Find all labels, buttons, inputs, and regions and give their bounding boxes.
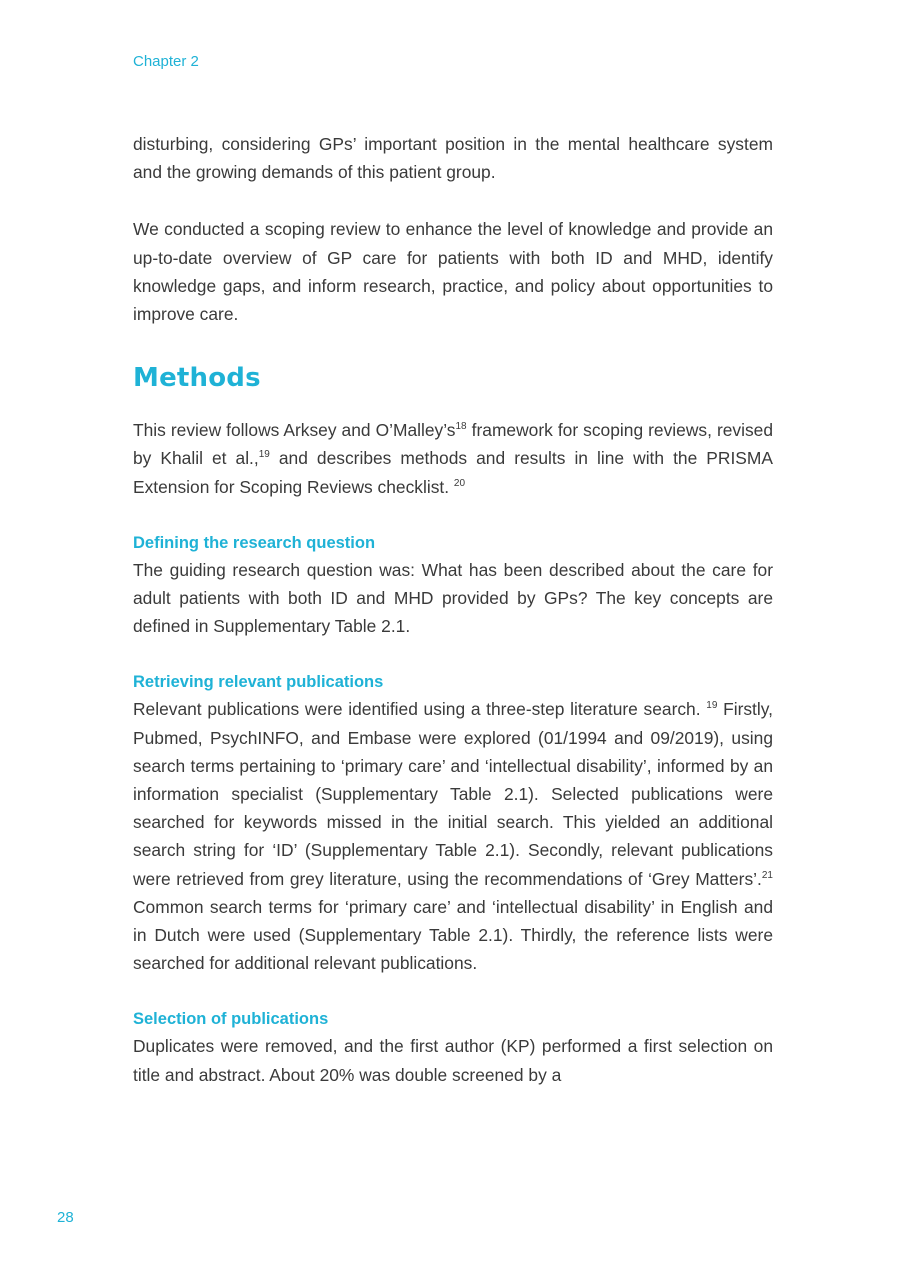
subheading-research-question: Defining the research question — [133, 533, 376, 552]
retrieving-text-b: Firstly, Pubmed, PsychINFO, and Embase were explored (01/1994 and 09/2019), using search terms pertaining to ‘primary care’ and ‘intellectual disability’, informed by an information specialist (Supplementary Table 2.1). Selected publications were searched for keywords missed in the initial search. This yielded an additional search string for ‘ID’ (Supplementary Table 2.1). Secondly, relevant publications were retrieved from grey literature, using the recommendations of ‘Grey Matters’. — [133, 699, 773, 889]
retrieving-text-c: Common search terms for ‘primary care’ and ‘intellectual disability’ in English and in Dutch were used (Supplementary Table 2.1). Thirdly, the reference lists were searched for additional relevant publications. — [133, 896, 773, 974]
section-title-methods: Methods — [133, 363, 261, 394]
subheading-retrieving-publications: Retrieving relevant publications — [133, 673, 384, 692]
intro-paragraph-2: We conducted a scoping review to enhance the level of knowledge and provide an up-to-date overview of GP care for patients with both ID and MHD, identify knowledge gaps, and inform research, practice, and policy about opportunities to improve care. — [133, 219, 773, 325]
retrieving-text-a: Relevant publications were identified using a three-step literature search. — [133, 699, 701, 720]
page-number: 28 — [57, 1209, 74, 1226]
methods-p1-text-b: framework for scoping reviews, revised by Khalil et al., — [133, 420, 774, 469]
subheading-selection-publications: Selection of publications — [133, 1010, 329, 1029]
citation-21: 21 — [761, 869, 773, 881]
citation-19b: 19 — [706, 700, 718, 712]
retrieving-publications-paragraph — [133, 695, 773, 977]
running-head: Chapter 2 — [133, 53, 199, 70]
methods-p1-text-c: and describes methods and results in line with the PRISMA Extension for Scoping Reviews checklist. — [133, 448, 773, 497]
methods-p1-text-a: This review follows Arksey and O’Malley’s — [133, 420, 456, 441]
methods-paragraph-1 — [133, 416, 773, 501]
intro-paragraph-1: disturbing, considering GPs’ important position in the mental healthcare system and the growing demands of this patient group. — [133, 134, 773, 183]
selection-publications-paragraph: Duplicates were removed, and the first author (KP) performed a first selection on title and abstract. About 20% was double screened by a — [133, 1036, 773, 1085]
citation-19: 19 — [258, 449, 270, 461]
citation-20: 20 — [453, 477, 466, 489]
page-content — [133, 130, 773, 1089]
citation-18: 18 — [455, 421, 467, 433]
research-question-paragraph: The guiding research question was: What has been described about the care for adult patients with both ID and MHD provided by GPs? The key concepts are defined in Supplementary Table 2.1. — [133, 559, 773, 637]
